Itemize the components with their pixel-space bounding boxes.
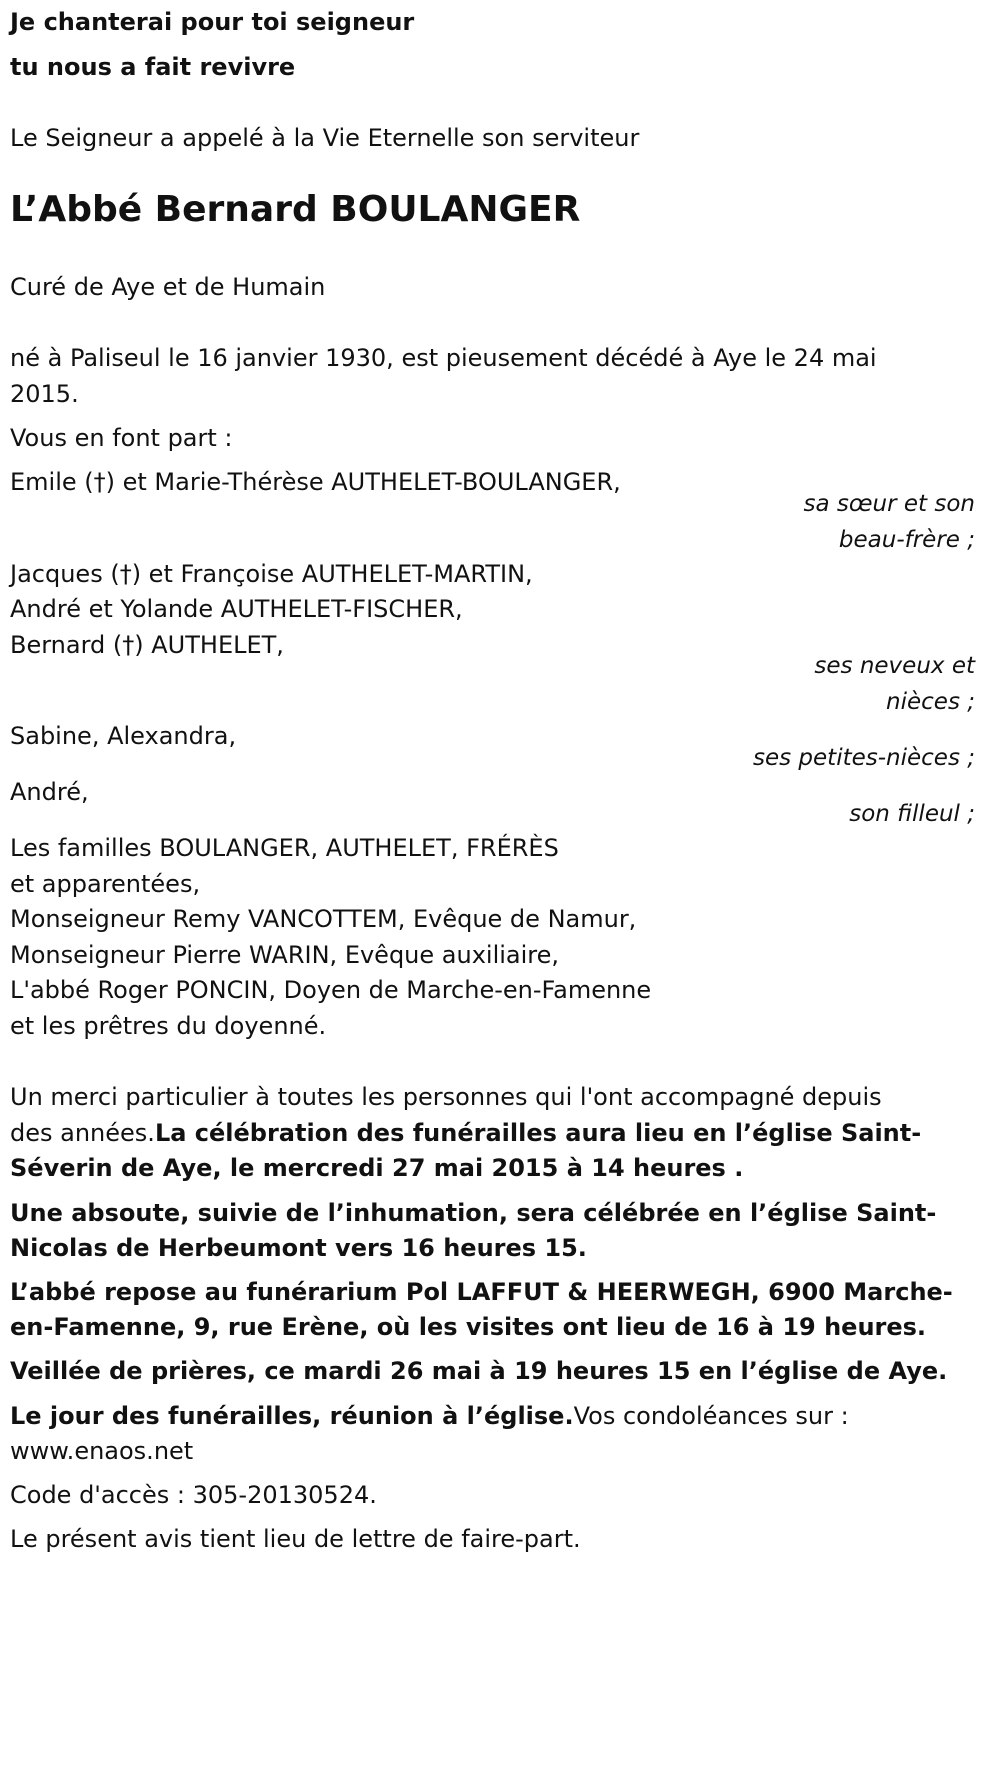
thanks-years: des années.	[10, 1119, 155, 1147]
access-code: Code d'accès : 305-20130524.	[10, 1481, 377, 1509]
family-name: Jacques (†) et Françoise AUTHELET-MARTIN,	[10, 560, 533, 588]
function-line: Curé de Aye et de Humain	[10, 273, 326, 301]
meeting-text: Le jour des funérailles, réunion à l’église.	[10, 1402, 574, 1430]
funerarium-line-1: L’abbé repose au funérarium Pol LAFFUT & HEERWEGH, 6900 Marche-	[10, 1278, 953, 1306]
family-name: André et Yolande AUTHELET-FISCHER,	[10, 595, 463, 623]
family-name: Emile (†) et Marie-Thérèse AUTHELET-BOULANGER,	[10, 468, 621, 496]
celebration-line-2: Séverin de Aye, le mercredi 27 mai 2015 à 14 heures .	[10, 1154, 744, 1182]
absoute-line-2: Nicolas de Herbeumont vers 16 heures 15.	[10, 1234, 587, 1262]
meeting-line	[10, 1396, 849, 1436]
others-line: Monseigneur Pierre WARIN, Evêque auxiliaire,	[10, 941, 560, 969]
family-relation: beau-frère ;	[838, 527, 975, 553]
others-line: et apparentées,	[10, 870, 201, 898]
verse-line-1: Je chanterai pour toi seigneur	[10, 8, 415, 36]
family-relation: sa sœur et son	[803, 491, 975, 517]
family-relation: ses petites-nièces ;	[753, 745, 975, 771]
thanks-line-1: Un merci particulier à toutes les personnes qui l'ont accompagné depuis	[10, 1083, 882, 1111]
others-line: Monseigneur Remy VANCOTTEM, Evêque de Namur,	[10, 905, 637, 933]
intro-line: Vous en font part :	[10, 424, 233, 452]
vigil-line: Veillée de prières, ce mardi 26 mai à 19 heures 15 en l’église de Aye.	[10, 1357, 948, 1385]
family-relation: nièces ;	[886, 689, 975, 715]
absoute-line-1: Une absoute, suivie de l’inhumation, sera célébrée en l’église Saint-	[10, 1199, 937, 1227]
family-relation: son filleul ;	[849, 801, 975, 827]
obituary-notice	[10, 0, 990, 1766]
family-relation: ses neveux et	[814, 653, 975, 679]
celebration-text: La célébration des funérailles aura lieu en l’église Saint-	[154, 1119, 922, 1147]
family-name: Sabine, Alexandra,	[10, 722, 237, 750]
thanks-line-2	[10, 1113, 921, 1153]
announcement: Le Seigneur a appelé à la Vie Eternelle son serviteur	[10, 124, 640, 152]
birth-death-line-2: 2015.	[10, 380, 79, 408]
funerarium-line-2: en-Famenne, 9, rue Erène, où les visites ont lieu de 16 à 19 heures.	[10, 1313, 927, 1341]
closing-line: Le présent avis tient lieu de lettre de faire-part.	[10, 1525, 581, 1553]
family-name: Bernard (†) AUTHELET,	[10, 631, 284, 659]
family-name: André,	[10, 778, 89, 806]
others-line: L'abbé Roger PONCIN, Doyen de Marche-en-Famenne	[10, 976, 652, 1004]
website-link[interactable]: www.enaos.net	[10, 1437, 194, 1465]
others-line: Les familles BOULANGER, AUTHELET, FRÉRÈS	[10, 834, 559, 862]
verse-line-2: tu nous a fait revivre	[10, 53, 296, 81]
condolences-text: Vos condoléances sur :	[573, 1402, 849, 1430]
deceased-name: L’Abbé Bernard BOULANGER	[10, 189, 581, 230]
birth-death-line-1: né à Paliseul le 16 janvier 1930, est pieusement décédé à Aye le 24 mai	[10, 344, 877, 372]
others-line: et les prêtres du doyenné.	[10, 1012, 327, 1040]
